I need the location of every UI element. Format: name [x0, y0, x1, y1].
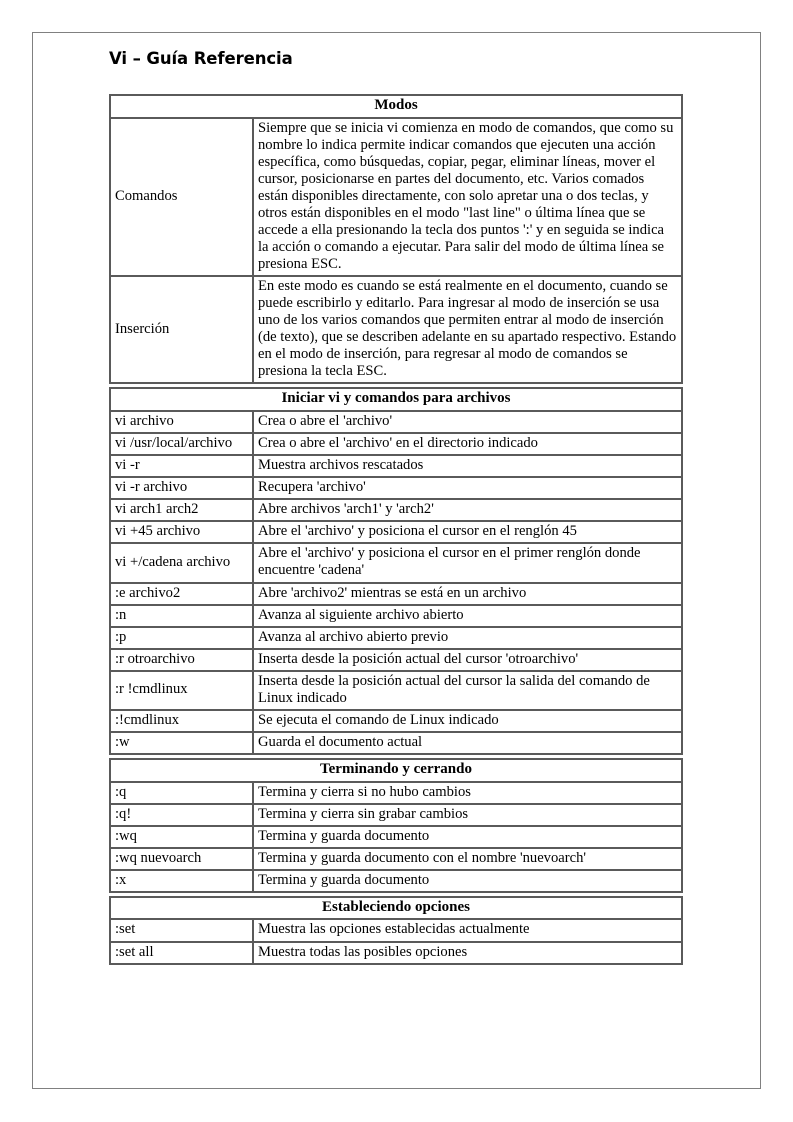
command-key-cell: :wq — [110, 826, 253, 848]
command-description-cell: Crea o abre el 'archivo' — [253, 411, 682, 433]
command-description-cell: Termina y guarda documento — [253, 870, 682, 892]
table-row — [110, 583, 682, 605]
command-key-cell: vi -r archivo — [110, 477, 253, 499]
command-key-cell: :e archivo2 — [110, 583, 253, 605]
section-heading: Modos — [110, 95, 682, 118]
table-row — [110, 521, 682, 543]
section-heading-row — [110, 95, 682, 118]
command-key-cell: vi /usr/local/archivo — [110, 433, 253, 455]
command-key-cell: :r otroarchivo — [110, 649, 253, 671]
command-description-cell: Siempre que se inicia vi comienza en modo de comandos, que como su nombre lo indica permite indicar comandos que ejecuten una acción específica, como búsquedas, copiar, pegar, eliminar líneas, mover el cursor, posicionarse en partes del documento, etc. Varios comados están disponibles directamente, con solo apretar una o dos teclas, y otros están disponibles en el modo "last line" o última línea que se accede a ella presionando la tecla dos puntos ':' y en seguida se indica la acción o comando a ejecutar. Para salir del modo de última línea se presiona ESC. — [253, 118, 682, 277]
table-row — [110, 543, 682, 582]
table-row — [110, 627, 682, 649]
section-heading-row — [110, 388, 682, 411]
table-row — [110, 605, 682, 627]
command-description-cell: Muestra las opciones establecidas actualmente — [253, 919, 682, 941]
command-key-cell: :w — [110, 732, 253, 754]
command-description-cell: Muestra archivos rescatados — [253, 455, 682, 477]
section-table — [109, 387, 683, 755]
section-table — [109, 896, 683, 965]
command-description-cell: Abre archivos 'arch1' y 'arch2' — [253, 499, 682, 521]
command-description-cell: Abre 'archivo2' mientras se está en un archivo — [253, 583, 682, 605]
command-description-cell: Guarda el documento actual — [253, 732, 682, 754]
command-key-cell: :set — [110, 919, 253, 941]
command-key-cell: :x — [110, 870, 253, 892]
command-key-cell: vi +45 archivo — [110, 521, 253, 543]
table-row — [110, 276, 682, 383]
command-description-cell: Abre el 'archivo' y posiciona el cursor en el primer renglón donde encuentre 'cadena' — [253, 543, 682, 582]
table-row — [110, 499, 682, 521]
table-row — [110, 671, 682, 710]
table-row — [110, 782, 682, 804]
command-key-cell: :wq nuevoarch — [110, 848, 253, 870]
table-row — [110, 710, 682, 732]
section-heading-row — [110, 759, 682, 782]
table-row — [110, 804, 682, 826]
command-description-cell: Se ejecuta el comando de Linux indicado — [253, 710, 682, 732]
command-description-cell: Inserta desde la posición actual del cursor la salida del comando de Linux indicado — [253, 671, 682, 710]
command-description-cell: Abre el 'archivo' y posiciona el cursor en el renglón 45 — [253, 521, 682, 543]
command-key-cell: :q! — [110, 804, 253, 826]
section-table — [109, 94, 683, 384]
section-heading-row — [110, 897, 682, 920]
command-description-cell: Avanza al siguiente archivo abierto — [253, 605, 682, 627]
command-description-cell: En este modo es cuando se está realmente en el documento, cuando se puede escribirlo y editarlo. Para ingresar al modo de inserción se usa uno de los varios comandos que permiten entrar al modo de inserción (de texto), que se describen adelante en su apartado respectivo. Estando en el modo de inserción, para regresar al modo de comandos se presiona la tecla ESC. — [253, 276, 682, 383]
table-row — [110, 455, 682, 477]
table-row — [110, 919, 682, 941]
page-frame — [32, 32, 761, 1089]
command-description-cell: Termina y cierra sin grabar cambios — [253, 804, 682, 826]
table-row — [110, 118, 682, 277]
command-key-cell: vi -r — [110, 455, 253, 477]
section-heading: Iniciar vi y comandos para archivos — [110, 388, 682, 411]
page-title: Vi – Guía Referencia — [109, 49, 293, 68]
table-row — [110, 477, 682, 499]
command-key-cell: vi +/cadena archivo — [110, 543, 253, 582]
command-description-cell: Termina y cierra si no hubo cambios — [253, 782, 682, 804]
command-key-cell: Inserción — [110, 276, 253, 383]
command-key-cell: :!cmdlinux — [110, 710, 253, 732]
reference-tables — [109, 94, 683, 965]
command-key-cell: :r !cmdlinux — [110, 671, 253, 710]
command-key-cell: vi archivo — [110, 411, 253, 433]
command-description-cell: Termina y guarda documento con el nombre 'nuevoarch' — [253, 848, 682, 870]
table-row — [110, 848, 682, 870]
table-row — [110, 732, 682, 754]
command-key-cell: :set all — [110, 942, 253, 964]
command-key-cell: :q — [110, 782, 253, 804]
section-table — [109, 758, 683, 893]
command-description-cell: Inserta desde la posición actual del cursor 'otroarchivo' — [253, 649, 682, 671]
section-heading: Estableciendo opciones — [110, 897, 682, 920]
command-key-cell: :p — [110, 627, 253, 649]
command-description-cell: Avanza al archivo abierto previo — [253, 627, 682, 649]
command-key-cell: :n — [110, 605, 253, 627]
command-key-cell: Comandos — [110, 118, 253, 277]
command-description-cell: Crea o abre el 'archivo' en el directorio indicado — [253, 433, 682, 455]
table-row — [110, 649, 682, 671]
table-row — [110, 433, 682, 455]
command-description-cell: Termina y guarda documento — [253, 826, 682, 848]
table-row — [110, 411, 682, 433]
command-key-cell: vi arch1 arch2 — [110, 499, 253, 521]
command-description-cell: Recupera 'archivo' — [253, 477, 682, 499]
table-row — [110, 942, 682, 964]
table-row — [110, 870, 682, 892]
table-row — [110, 826, 682, 848]
page-content-area — [109, 33, 762, 1088]
section-heading: Terminando y cerrando — [110, 759, 682, 782]
command-description-cell: Muestra todas las posibles opciones — [253, 942, 682, 964]
